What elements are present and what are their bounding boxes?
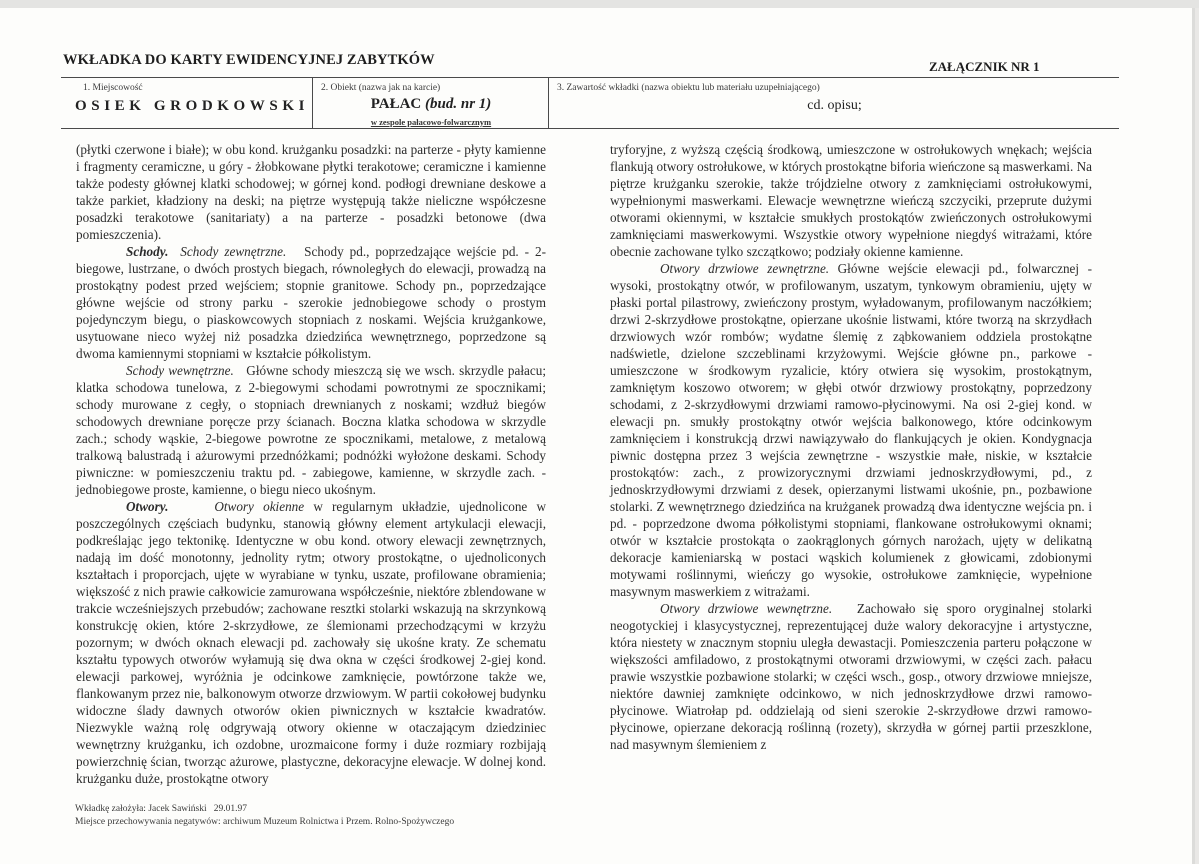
field-place	[61, 78, 312, 128]
author-line: Wkładkę założyła: Jacek Sawiński 29.01.97	[75, 804, 248, 814]
paragraph-text: w regularnym układzie, ujednolicone w poszczególnych częściach budynku, stanowią główny element artykulacji elewacji, podkreślając jego tektonikę. Identyczne w obu kond. otwory elewacji zewnętrznych, nadają im dość monotonny, jednolity rytm; otwory prostokątne, o ujednoliconych kształtach i proporcjach, ujęte w wyrabiane w tynku, uszate, profilowane obramienia; większość z nich prawie całkowicie zamurowana współcześnie, niektóre zblendowane w trakcie wcześniejszych przebudów; zachowane resztki stolarki wskazują na skrzynkową konstrukcję okien, które 2-skrzydłowe, ze ślemionami przechodzącymi w krzyżu pozornym; w dwóch oknach elewacji pd. zachowały się ukośne kraty. Ze schematu kształtu typowych otworów wyłamują się dwa okna w części środkowej 2-giej kond. elewacji parkowej, wyróżnia je odcinkowe zamknięcie, powtórzone także we, flankowanym przez nie, balkonowym otworze drzwiowym. W partii cokołowej budynku widoczne ślady dawnych otworów okien piwnicznych w kształcie kwadratów. Niezwykle ważną rolę odgrywają otwory okienne w otaczającym dziedziniec wewnętrzny krużganku, ich ozdobne, urozmaicone formy i duże rozmiary rozbijają powierzchnię ścian, tworząc ażurowe, plastyczne, dekoracyjne elewacje. W dolnej kond. krużganku duże, prostokątne otwory	[76, 499, 546, 786]
paragraph-text: Zachowało się sporo oryginalnej stolarki neogotyckiej i klasycystycznej, reprezentującej duże walory dekoracyjne i artystyczne, która niestety w znacznym stopniu uległa dewastacji. Pomieszczenia parteru połączone w większości amfiladowo, z prostokątnymi otworami drzwiowymi, w części zach. pałacu prawie wszystkie pozbawione stolarki; w części wsch., gosp., otwory drzwiowe mniejsze, niektóre dawniej zamknięte odcinkowo, w nich jednoskrzydłowe drzwi ramowo-płycinowe. Wiatrołap pd. oddzielają od sieni szerokie 2-skrzydłowe drzwi ramowo-płycinowe, opierzane dekoracją roślinną (rozety), skrzydła w górnej partii przeszklone, nad masywnym ślemieniem z	[610, 601, 1093, 752]
field-place-label: 1. Miejscowość	[83, 83, 143, 93]
subheading-exterior-doors: Otwory drzwiowe zewnętrzne.	[660, 261, 830, 276]
field-place-value: OSIEK GRODKOWSKI	[75, 98, 310, 114]
object-building-number: (bud. nr 1)	[425, 96, 492, 112]
field-object	[312, 78, 549, 128]
paragraph-text: Główne schody mieszczą się we wsch. skrzydle pałacu; klatka schodowa tunelowa, z 2-biegowymi schodami powrotnymi ze spocznikami; schody murowane z cegły, o stopniach drewnianych z noskami; wzdłuż biegów schodowych drewniane poręcze przy ścianach. Boczna klatka schodowa w skrzydle zach.; schody wąskie, 2-biegowe powrotne ze spocznikami, metalowe, z metalową tralkową balustradą i ażurowymi przednóżkami; podnóżki wyłożone deskami. Schody piwniczne: w pomieszczeniu traktu pd. - zabiegowe, kamienne, w skrzydle zach. - jednobiegowe proste, kamienne, o biegu nieco ukośnym.	[76, 363, 547, 497]
field-object-label: 2. Obiekt (nazwa jak na karcie)	[321, 83, 441, 93]
paragraph: (płytki czerwone i białe); w obu kond. krużganku posadzki: na parterze - płyty kamienne i fragmenty ceramiczne, u góry - żłobkowane płytki terakotowe; ceramiczne i kamienne także podesty głównej klatki schodowej; w górnej kond. podłogi drewniane deskowe a także parkiet, kładziony na deski; na piętrze występują także nieliczne współczesne posadzki terakotowe (sanitariaty) a na parterze - posadzki betonowe (dwa pomieszczenia).	[76, 142, 546, 242]
subheading-exterior-stairs: Schody zewnętrzne.	[180, 244, 287, 259]
right-text-column	[610, 141, 1092, 753]
document-title: WKŁADKA DO KARTY EWIDENCYJNEJ ZABYTKÓW	[63, 52, 435, 68]
subheading-interior-doors: Otwory drzwiowe wewnętrzne.	[660, 601, 833, 616]
annex-label: ZAŁĄCZNIK NR 1	[929, 59, 1040, 74]
header-fields-table	[61, 77, 1119, 129]
paragraph-openings	[76, 498, 546, 787]
paragraph-text: Główne wejście elewacji pd., folwarcznej - wysoki, prostokątny otwór, w profilowanym, uszatym, tynkowym obramieniu, ujęty w płaski portal pilastrowy, zwieńczony prostym, wyładowanym, profilowanym naczółkiem; drzwi 2-skrzydłowe prostokątne, opierzane ukośnie listwami, które tworzą na skrzydłach drzwiowych wzór rombów; wydatne ślemię z ząbkowaniem oddziela prostokątne nadświetle, dzielone szczeblinami krzyżowymi. Wejście główne pn., parkowe - umieszczone w środkowym ryzalicie, który otwiera się wysokim, prostokątnym, zamkniętym koszowo otworem; w głębi otwór drzwiowy prostokątny, poprzedzony schodami, z 2-skrzydłowymi drzwiami ramowo-płycinowymi. Na osi 2-giej kond. w elewacji pn. smukły prostokątny otwór wejścia balkonowego, które odcinkowym zamknięciem i konstrukcją drzwi nawiązywało do flankujących je okien. Kondygnacja piwnic dostępna przez 3 wejścia zewnętrzne - wszystkie małe, niskie, w kształcie prostokątów: zach., z prowizorycznymi drzwiami jednoskrzydłowymi, pd., z jednoskrzydłowymi drzwiami z desek, opierzanymi listwami ukośnie, pn., pozbawione stolarki. Z wewnętrznego dziedzińca na krużganek prowadzą dwa identyczne wejścia pn. i pd. - poprzedzone dwoma półkolistymi stopniami, flankowane ostrołukowymi oknami; otwór w kształcie prostokąta o zaokrąglonych górnych narożach, ujęty w delikatną dekoracje kamieniarską w postaci wąskich kolumienek z głowicami, zdobionymi motywami roślinnymi, wieńczy go wysokie, ostrołukowe zamknięcie, wypełnione masywnym maswerkiem z witrażami.	[610, 261, 1092, 599]
field-content-label: 3. Zawartość wkładki (nazwa obiektu lub materiału uzupełniającego)	[557, 83, 820, 93]
negatives-location-line: Miejsce przechowywania negatywów: archiwum Muzeum Rolnictwa i Przem. Rolno-Spożywczego	[75, 817, 455, 827]
left-text-column	[76, 141, 546, 787]
field-object-subtitle: w zespole pałacowo-folwarcznym	[370, 117, 492, 127]
paragraph: tryforyjne, z wyższą częścią środkową, umieszczone w ostrołukowych wnękach; wejścia flankują otwory ostrołukowe, w których prostokątne biforia wieńczone są maswerkami. Na piętrze krużganku szerokie, także trójdzielne otwory z zamknięciami ostrołukowymi, wypełnionymi maswerkami. Elewacje wewnętrzne wieńczą szczyciki, przeprute dużymi otworami okiennymi, w kształcie smukłych prostokątów zwieńczonych ostrołukowymi zamknięciami maswerkowymi. Wszystkie otwory wypełnione niegdyś witrażami, które obecnie zachowane tylko szczątkowo; podziały okienne kamienne.	[610, 142, 1092, 259]
field-content	[548, 78, 1120, 128]
scan-edge	[0, 0, 1199, 8]
paragraph-exterior-doors	[610, 260, 1092, 600]
paragraph-stairs-interior	[76, 362, 546, 498]
paragraph-interior-doors	[610, 600, 1092, 753]
paragraph-stairs-exterior	[76, 243, 546, 362]
section-heading-openings: Otwory.	[126, 499, 169, 514]
subheading-interior-stairs: Schody wewnętrzne.	[126, 363, 234, 378]
section-heading-stairs: Schody.	[126, 244, 169, 259]
document-footer	[75, 803, 454, 829]
subheading-window-openings: Otwory okienne	[214, 499, 305, 514]
field-content-value: cd. opisu;	[807, 98, 862, 113]
object-name: PAŁAC	[370, 96, 426, 112]
field-object-value	[313, 96, 549, 113]
document-page	[0, 8, 1195, 864]
paragraph-text: Schody pd., poprzedzające wejście pd. - 2-biegowe, lustrzane, o dwóch prostych biegach, równoległych do elewacji, prowadzą na prostokątny podest przed wejściem; stopnie granitowe. Schody pn., poprzedzające główne wejście od strony parku - szerokie jednobiegowe schody o prostym pojedynczym biegu, o piaskowcowych stopniach z noskami. Wejścia krużgankowe, usytuowane nieco wyżej niż posadzka dziedzińca wewnętrznego, poprzedzone są dwoma kamiennymi stopniami w kształcie półkolistym.	[76, 244, 547, 361]
